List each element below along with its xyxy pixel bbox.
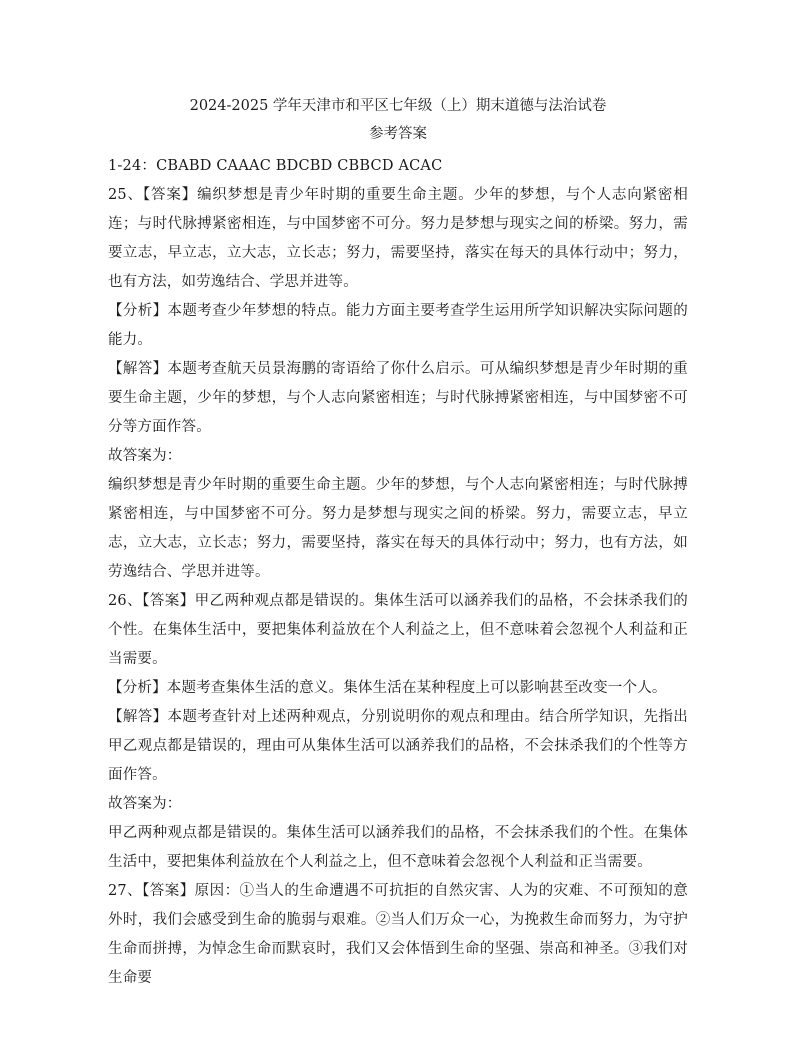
q25-answer: 25、【答案】编织梦想是青少年时期的重要生命主题。少年的梦想，与个人志向紧密相连；与时代脉搏紧密相连，与中国梦密不可分。努力是梦想与现实之间的桥梁。努力，需要立志，早立志，立大志，立长志；努力，需要坚持，落实在每天的具体行动中；努力，也有方法，如劳逸结合、学思并进等。	[108, 187, 688, 290]
q26-analysis: 【分析】本题考查集体生活的意义。集体生活在某种程度上可以影响甚至改变一个人。	[108, 680, 667, 696]
q25-final-answer: 编织梦想是青少年时期的重要生命主题。少年的梦想，与个人志向紧密相连；与时代脉搏紧密相连，与中国梦密不可分。努力是梦想与现实之间的桥梁。努力，需要立志，早立志，立大志，立长志；努力，需要坚持，落实在每天的具体行动中；努力，也有方法，如劳逸结合、学思并进等。	[108, 477, 688, 580]
q26-solution: 【解答】本题考查针对上述两种观点，分别说明你的观点和理由。结合所学知识，先指出甲乙观点都是错误的，理由可从集体生活可以涵养我们的品格，不会抹杀我们的个性等方面作答。	[108, 709, 688, 783]
q26-answer: 26、【答案】甲乙两种观点都是错误的。集体生活可以涵养我们的品格，不会抹杀我们的个性。在集体生活中，要把集体利益放在个人利益之上，但不意味着会忽视个人利益和正当需要。	[108, 593, 688, 667]
document-subtitle: 参考答案	[369, 126, 427, 142]
document-page	[108, 92, 688, 993]
q26-therefore-label: 故答案为：	[108, 796, 182, 812]
q25-solution: 【解答】本题考查航天员景海鹏的寄语给了你什么启示。可从编织梦想是青少年时期的重要生命主题，少年的梦想，与个人志向紧密相连；与时代脉搏紧密相连，与中国梦密不可分等方面作答。	[108, 361, 688, 435]
answer-key-choice: 1-24：CBABD CAAAC BDCBD CBBCD ACAC	[108, 158, 443, 174]
document-title: 2024-2025 学年天津市和平区七年级（上）期末道德与法治试卷	[189, 98, 607, 114]
q25-therefore-label: 故答案为：	[108, 448, 182, 464]
q27-answer: 27、【答案】原因：①当人的生命遭遇不可抗拒的自然灾害、人为的灾难、不可预知的意外时，我们会感受到生命的脆弱与艰难。②当人们万众一心，为挽救生命而努力，为守护生命而拼搏，为悼念生命而默哀时，我们又会体悟到生命的坚强、崇高和神圣。③我们对生命要	[108, 883, 688, 986]
q25-analysis: 【分析】本题考查少年梦想的特点。能力方面主要考查学生运用所学知识解决实际问题的能力。	[108, 303, 688, 348]
q26-final-answer: 甲乙两种观点都是错误的。集体生活可以涵养我们的品格，不会抹杀我们的个性。在集体生活中，要把集体利益放在个人利益之上，但不意味着会忽视个人利益和正当需要。	[108, 825, 688, 870]
